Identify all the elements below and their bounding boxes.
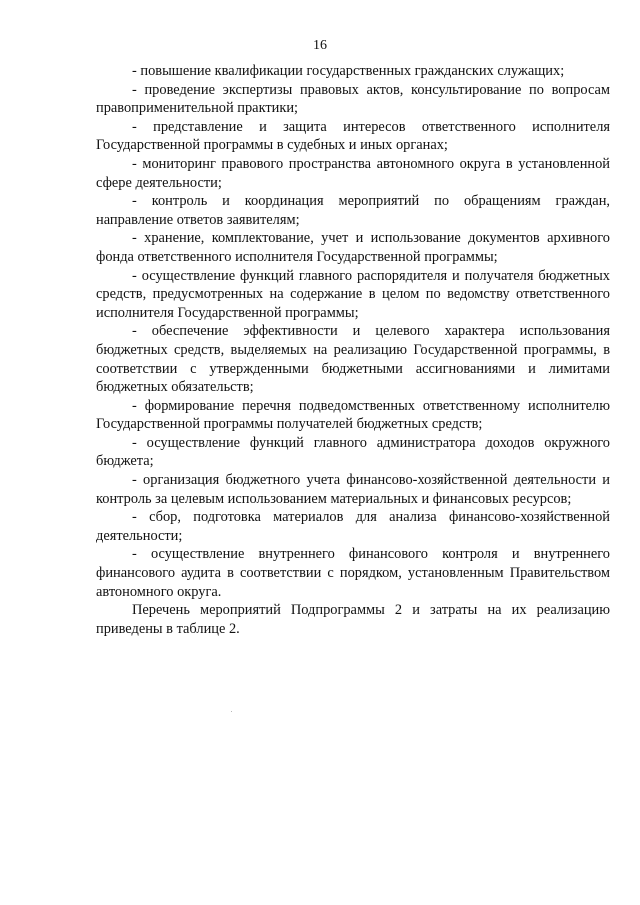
- list-item: - формирование перечня подведомственных ответственному исполнителю Государственной программы получателей бюджетных средств;: [96, 397, 610, 433]
- list-item: - обеспечение эффективности и целевого характера использования бюджетных средств, выделяемых на реализацию Государственной программы, в соответствии с утвержденными бюджетными ассигнованиями и лимитами бюджетных обязательств;: [96, 323, 610, 396]
- page-number: 16: [313, 38, 327, 53]
- scan-speck: [231, 711, 232, 712]
- list-item: - осуществление внутреннего финансового контроля и внутреннего финансового аудита в соответствии с порядком, установленным Правительством автономного округа.: [96, 546, 610, 600]
- list-item: - осуществление функций главного администратора доходов окружного бюджета;: [96, 434, 610, 470]
- list-item: - осуществление функций главного распорядителя и получателя бюджетных средств, предусмотренных на содержание в целом по ведомству ответственного исполнителя Государственной программы;: [96, 267, 610, 321]
- list-item: - проведение экспертизы правовых актов, консультирование по вопросам правоприменительной практики;: [96, 81, 610, 117]
- list-item: - хранение, комплектование, учет и использование документов архивного фонда ответственного исполнителя Государственной программы;: [96, 230, 610, 265]
- list-item: - повышение квалификации государственных гражданских служащих;: [132, 63, 565, 79]
- list-item: - мониторинг правового пространства автономного округа в установленной сфере деятельности;: [96, 155, 610, 191]
- list-item: - сбор, подготовка материалов для анализа финансово-хозяйственной деятельности;: [96, 509, 610, 544]
- document-body: [96, 62, 610, 638]
- list-item: - организация бюджетного учета финансово-хозяйственной деятельности и контроль за целевым использованием материальных и финансовых ресурсов;: [96, 472, 610, 507]
- list-item: - представление и защита интересов ответственного исполнителя Государственной программы в судебных и иных органах;: [96, 118, 610, 154]
- closing-paragraph: Перечень мероприятий Подпрограммы 2 и затраты на их реализацию приведены в таблице 2.: [96, 602, 610, 637]
- list-item: - контроль и координация мероприятий по обращениям граждан, направление ответов заявителям;: [96, 193, 610, 228]
